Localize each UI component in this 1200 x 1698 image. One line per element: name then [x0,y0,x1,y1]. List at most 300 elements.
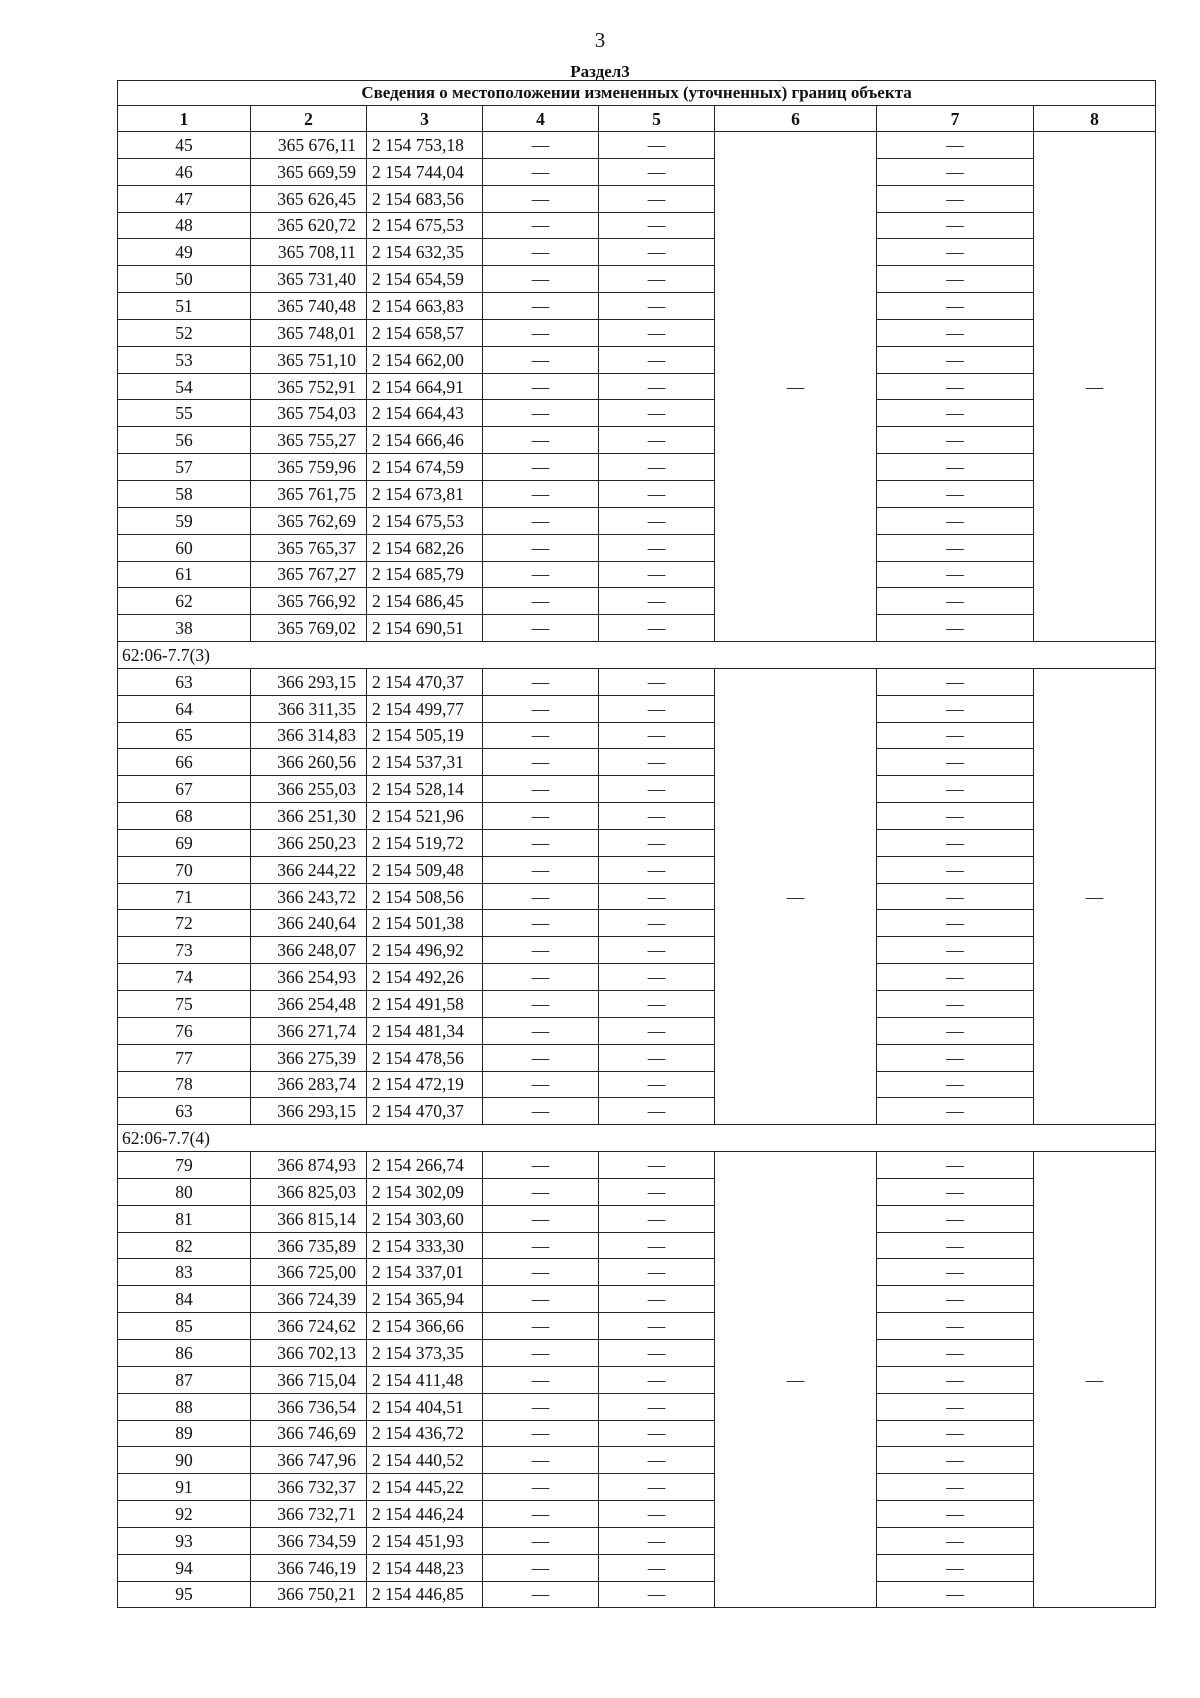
column-5-cell: — [599,1017,715,1044]
y-coordinate-cell: 2 154 302,09 [367,1178,483,1205]
x-coordinate-cell: 366 311,35 [251,695,367,722]
column-header-row [118,106,1156,132]
column-4-cell: — [483,937,599,964]
column-4-cell: — [483,1259,599,1286]
point-number-cell: 55 [118,400,251,427]
column-4-cell: — [483,803,599,830]
point-number-cell: 69 [118,829,251,856]
y-coordinate-cell: 2 154 470,37 [367,668,483,695]
column-4-cell: — [483,400,599,427]
column-4-cell: — [483,776,599,803]
y-coordinate-cell: 2 154 675,53 [367,212,483,239]
column-5-cell: — [599,266,715,293]
y-coordinate-cell: 2 154 445,22 [367,1474,483,1501]
column-5-cell: — [599,1339,715,1366]
x-coordinate-cell: 365 740,48 [251,293,367,320]
column-5-cell: — [599,1581,715,1608]
y-coordinate-cell: 2 154 404,51 [367,1393,483,1420]
column-4-cell: — [483,293,599,320]
y-coordinate-cell: 2 154 501,38 [367,910,483,937]
x-coordinate-cell: 366 732,37 [251,1474,367,1501]
column-4-cell: — [483,1554,599,1581]
table-row [118,373,1156,400]
table-row [118,722,1156,749]
table-caption-row [118,81,1156,106]
column-5-cell: — [599,293,715,320]
table-row [118,293,1156,320]
point-number-cell: 53 [118,346,251,373]
table-row [118,185,1156,212]
y-coordinate-cell: 2 154 528,14 [367,776,483,803]
y-coordinate-cell: 2 154 303,60 [367,1205,483,1232]
y-coordinate-cell: 2 154 509,48 [367,856,483,883]
column-4-cell: — [483,588,599,615]
column-7-cell: — [877,1339,1034,1366]
y-coordinate-cell: 2 154 505,19 [367,722,483,749]
column-4-cell: — [483,373,599,400]
table-row [118,1420,1156,1447]
point-number-cell: 52 [118,319,251,346]
table-row [118,588,1156,615]
column-5-cell: — [599,910,715,937]
table-row [118,1205,1156,1232]
column-4-cell: — [483,1098,599,1125]
column-7-cell: — [877,1420,1034,1447]
y-coordinate-cell: 2 154 664,91 [367,373,483,400]
column-4-cell: — [483,722,599,749]
column-5-cell: — [599,776,715,803]
column-5-cell: — [599,507,715,534]
column-5-cell: — [599,1044,715,1071]
column-4-cell: — [483,883,599,910]
table-row [118,964,1156,991]
table-row [118,427,1156,454]
x-coordinate-cell: 366 825,03 [251,1178,367,1205]
column-4-cell: — [483,1205,599,1232]
point-number-cell: 78 [118,1071,251,1098]
table-row [118,1098,1156,1125]
table-row [118,695,1156,722]
x-coordinate-cell: 366 251,30 [251,803,367,830]
column-5-cell: — [599,427,715,454]
column-7-cell: — [877,534,1034,561]
y-coordinate-cell: 2 154 337,01 [367,1259,483,1286]
column-4-cell: — [483,1474,599,1501]
point-number-cell: 46 [118,158,251,185]
y-coordinate-cell: 2 154 446,24 [367,1501,483,1528]
boundary-coordinates-table [117,80,1156,1608]
y-coordinate-cell: 2 154 685,79 [367,561,483,588]
y-coordinate-cell: 2 154 666,46 [367,427,483,454]
column-5-cell: — [599,1178,715,1205]
point-number-cell: 79 [118,1152,251,1179]
column-5-cell: — [599,1447,715,1474]
table-row [118,266,1156,293]
y-coordinate-cell: 2 154 472,19 [367,1071,483,1098]
y-coordinate-cell: 2 154 673,81 [367,480,483,507]
x-coordinate-cell: 365 620,72 [251,212,367,239]
x-coordinate-cell: 365 762,69 [251,507,367,534]
column-4-cell: — [483,749,599,776]
column-4-cell: — [483,910,599,937]
column-header: 3 [367,106,483,132]
table-row [118,829,1156,856]
table-row [118,212,1156,239]
y-coordinate-cell: 2 154 446,85 [367,1581,483,1608]
point-number-cell: 93 [118,1527,251,1554]
x-coordinate-cell: 365 761,75 [251,480,367,507]
y-coordinate-cell: 2 154 521,96 [367,803,483,830]
column-5-cell: — [599,454,715,481]
y-coordinate-cell: 2 154 744,04 [367,158,483,185]
column-7-cell: — [877,1232,1034,1259]
y-coordinate-cell: 2 154 537,31 [367,749,483,776]
table-row [118,1232,1156,1259]
x-coordinate-cell: 366 736,54 [251,1393,367,1420]
column-7-cell: — [877,722,1034,749]
x-coordinate-cell: 366 750,21 [251,1581,367,1608]
point-number-cell: 81 [118,1205,251,1232]
column-4-cell: — [483,1017,599,1044]
point-number-cell: 49 [118,239,251,266]
table-row [118,776,1156,803]
column-5-cell: — [599,185,715,212]
column-4-cell: — [483,185,599,212]
column-5-cell: — [599,883,715,910]
point-number-cell: 70 [118,856,251,883]
column-5-cell: — [599,1098,715,1125]
column-7-cell: — [877,373,1034,400]
column-5-cell: — [599,695,715,722]
table-row [118,1581,1156,1608]
x-coordinate-cell: 366 715,04 [251,1366,367,1393]
column-4-cell: — [483,1286,599,1313]
point-number-cell: 54 [118,373,251,400]
point-number-cell: 50 [118,266,251,293]
point-number-cell: 83 [118,1259,251,1286]
column-4-cell: — [483,1178,599,1205]
point-number-cell: 48 [118,212,251,239]
x-coordinate-cell: 366 734,59 [251,1527,367,1554]
column-5-cell: — [599,1232,715,1259]
column-7-cell: — [877,1071,1034,1098]
column-5-cell: — [599,588,715,615]
point-number-cell: 56 [118,427,251,454]
y-coordinate-cell: 2 154 690,51 [367,615,483,642]
column-7-cell: — [877,507,1034,534]
column-5-cell: — [599,1366,715,1393]
column-6-merged-cell: — [715,668,877,1124]
x-coordinate-cell: 366 254,48 [251,991,367,1018]
column-5-cell: — [599,561,715,588]
table-row [118,561,1156,588]
table-row [118,803,1156,830]
point-number-cell: 85 [118,1313,251,1340]
column-4-cell: — [483,266,599,293]
point-number-cell: 77 [118,1044,251,1071]
table-row [118,1366,1156,1393]
column-5-cell: — [599,1501,715,1528]
x-coordinate-cell: 366 747,96 [251,1447,367,1474]
x-coordinate-cell: 366 240,64 [251,910,367,937]
column-4-cell: — [483,319,599,346]
column-5-cell: — [599,1554,715,1581]
column-5-cell: — [599,346,715,373]
x-coordinate-cell: 366 732,71 [251,1501,367,1528]
column-5-cell: — [599,937,715,964]
table-caption: Сведения о местоположении измененных (уточненных) границ объекта [118,81,1156,106]
column-header: 5 [599,106,715,132]
y-coordinate-cell: 2 154 365,94 [367,1286,483,1313]
column-4-cell: — [483,1366,599,1393]
column-7-cell: — [877,991,1034,1018]
x-coordinate-cell: 366 243,72 [251,883,367,910]
column-5-cell: — [599,480,715,507]
column-5-cell: — [599,1205,715,1232]
x-coordinate-cell: 366 275,39 [251,1044,367,1071]
y-coordinate-cell: 2 154 491,58 [367,991,483,1018]
y-coordinate-cell: 2 154 478,56 [367,1044,483,1071]
column-7-cell: — [877,615,1034,642]
x-coordinate-cell: 366 244,22 [251,856,367,883]
column-7-cell: — [877,910,1034,937]
column-7-cell: — [877,668,1034,695]
column-5-cell: — [599,964,715,991]
column-4-cell: — [483,1420,599,1447]
x-coordinate-cell: 366 260,56 [251,749,367,776]
point-number-cell: 90 [118,1447,251,1474]
column-4-cell: — [483,1232,599,1259]
column-5-cell: — [599,1259,715,1286]
column-7-cell: — [877,1366,1034,1393]
column-7-cell: — [877,1205,1034,1232]
page-number: 3 [594,28,606,52]
column-header: 6 [715,106,877,132]
x-coordinate-cell: 366 735,89 [251,1232,367,1259]
column-7-cell: — [877,1098,1034,1125]
point-number-cell: 95 [118,1581,251,1608]
column-7-cell: — [877,1017,1034,1044]
column-header: 8 [1034,106,1156,132]
point-number-cell: 82 [118,1232,251,1259]
y-coordinate-cell: 2 154 632,35 [367,239,483,266]
y-coordinate-cell: 2 154 664,43 [367,400,483,427]
column-header: 7 [877,106,1034,132]
column-header: 1 [118,106,251,132]
x-coordinate-cell: 365 748,01 [251,319,367,346]
column-5-cell: — [599,239,715,266]
column-7-cell: — [877,803,1034,830]
column-4-cell: — [483,507,599,534]
table-row [118,454,1156,481]
column-8-merged-cell: — [1034,132,1156,642]
y-coordinate-cell: 2 154 451,93 [367,1527,483,1554]
table-row [118,1554,1156,1581]
table-row [118,937,1156,964]
table-row [118,910,1156,937]
table-row [118,668,1156,695]
column-8-merged-cell: — [1034,1152,1156,1608]
table-row [118,319,1156,346]
x-coordinate-cell: 366 746,19 [251,1554,367,1581]
x-coordinate-cell: 366 815,14 [251,1205,367,1232]
point-number-cell: 76 [118,1017,251,1044]
table-row [118,1286,1156,1313]
point-number-cell: 75 [118,991,251,1018]
y-coordinate-cell: 2 154 492,26 [367,964,483,991]
column-4-cell: — [483,964,599,991]
table-row [118,1501,1156,1528]
column-4-cell: — [483,239,599,266]
table-row [118,1152,1156,1179]
column-7-cell: — [877,212,1034,239]
y-coordinate-cell: 2 154 496,92 [367,937,483,964]
column-7-cell: — [877,1286,1034,1313]
table-row [118,883,1156,910]
column-7-cell: — [877,561,1034,588]
column-4-cell: — [483,1313,599,1340]
column-4-cell: — [483,132,599,159]
x-coordinate-cell: 366 248,07 [251,937,367,964]
column-4-cell: — [483,829,599,856]
table-row [118,1339,1156,1366]
group-label-row [118,1125,1156,1152]
point-number-cell: 91 [118,1474,251,1501]
column-7-cell: — [877,293,1034,320]
column-4-cell: — [483,991,599,1018]
column-header: 2 [251,106,367,132]
column-5-cell: — [599,400,715,427]
point-number-cell: 88 [118,1393,251,1420]
point-number-cell: 62 [118,588,251,615]
y-coordinate-cell: 2 154 686,45 [367,588,483,615]
x-coordinate-cell: 365 751,10 [251,346,367,373]
table-row [118,534,1156,561]
x-coordinate-cell: 366 283,74 [251,1071,367,1098]
column-5-cell: — [599,803,715,830]
table-row [118,239,1156,266]
column-4-cell: — [483,1152,599,1179]
x-coordinate-cell: 365 755,27 [251,427,367,454]
point-number-cell: 65 [118,722,251,749]
point-number-cell: 60 [118,534,251,561]
column-4-cell: — [483,1447,599,1474]
x-coordinate-cell: 365 766,92 [251,588,367,615]
point-number-cell: 45 [118,132,251,159]
x-coordinate-cell: 366 725,00 [251,1259,367,1286]
table-row [118,1393,1156,1420]
table-row [118,480,1156,507]
point-number-cell: 38 [118,615,251,642]
x-coordinate-cell: 365 754,03 [251,400,367,427]
column-4-cell: — [483,615,599,642]
point-number-cell: 73 [118,937,251,964]
column-7-cell: — [877,1447,1034,1474]
column-7-cell: — [877,1554,1034,1581]
table-row [118,1178,1156,1205]
x-coordinate-cell: 366 293,15 [251,1098,367,1125]
column-7-cell: — [877,883,1034,910]
column-7-cell: — [877,239,1034,266]
x-coordinate-cell: 365 708,11 [251,239,367,266]
column-4-cell: — [483,695,599,722]
y-coordinate-cell: 2 154 662,00 [367,346,483,373]
y-coordinate-cell: 2 154 448,23 [367,1554,483,1581]
y-coordinate-cell: 2 154 508,56 [367,883,483,910]
column-5-cell: — [599,1527,715,1554]
point-number-cell: 63 [118,1098,251,1125]
column-4-cell: — [483,668,599,695]
column-7-cell: — [877,346,1034,373]
y-coordinate-cell: 2 154 411,48 [367,1366,483,1393]
column-6-merged-cell: — [715,1152,877,1608]
y-coordinate-cell: 2 154 682,26 [367,534,483,561]
y-coordinate-cell: 2 154 481,34 [367,1017,483,1044]
group-label-row [118,642,1156,669]
point-number-cell: 72 [118,910,251,937]
point-number-cell: 71 [118,883,251,910]
column-7-cell: — [877,1259,1034,1286]
column-4-cell: — [483,1501,599,1528]
column-7-cell: — [877,185,1034,212]
column-5-cell: — [599,534,715,561]
column-4-cell: — [483,1581,599,1608]
point-number-cell: 86 [118,1339,251,1366]
x-coordinate-cell: 366 746,69 [251,1420,367,1447]
column-5-cell: — [599,319,715,346]
point-number-cell: 94 [118,1554,251,1581]
point-number-cell: 89 [118,1420,251,1447]
column-7-cell: — [877,1501,1034,1528]
point-number-cell: 51 [118,293,251,320]
column-5-cell: — [599,1313,715,1340]
column-5-cell: — [599,749,715,776]
table-row [118,1527,1156,1554]
column-8-merged-cell: — [1034,668,1156,1124]
column-7-cell: — [877,964,1034,991]
point-number-cell: 74 [118,964,251,991]
column-7-cell: — [877,776,1034,803]
y-coordinate-cell: 2 154 663,83 [367,293,483,320]
x-coordinate-cell: 366 724,62 [251,1313,367,1340]
table-row [118,1044,1156,1071]
x-coordinate-cell: 365 769,02 [251,615,367,642]
x-coordinate-cell: 366 702,13 [251,1339,367,1366]
column-5-cell: — [599,132,715,159]
x-coordinate-cell: 365 731,40 [251,266,367,293]
point-number-cell: 84 [118,1286,251,1313]
point-number-cell: 47 [118,185,251,212]
y-coordinate-cell: 2 154 436,72 [367,1420,483,1447]
y-coordinate-cell: 2 154 499,77 [367,695,483,722]
column-4-cell: — [483,856,599,883]
column-5-cell: — [599,158,715,185]
column-7-cell: — [877,1474,1034,1501]
column-5-cell: — [599,722,715,749]
column-7-cell: — [877,829,1034,856]
y-coordinate-cell: 2 154 333,30 [367,1232,483,1259]
column-7-cell: — [877,1152,1034,1179]
column-5-cell: — [599,212,715,239]
group-label: 62:06-7.7(3) [118,642,1156,669]
y-coordinate-cell: 2 154 266,74 [367,1152,483,1179]
column-5-cell: — [599,668,715,695]
point-number-cell: 80 [118,1178,251,1205]
column-4-cell: — [483,212,599,239]
column-7-cell: — [877,400,1034,427]
column-5-cell: — [599,1420,715,1447]
point-number-cell: 67 [118,776,251,803]
